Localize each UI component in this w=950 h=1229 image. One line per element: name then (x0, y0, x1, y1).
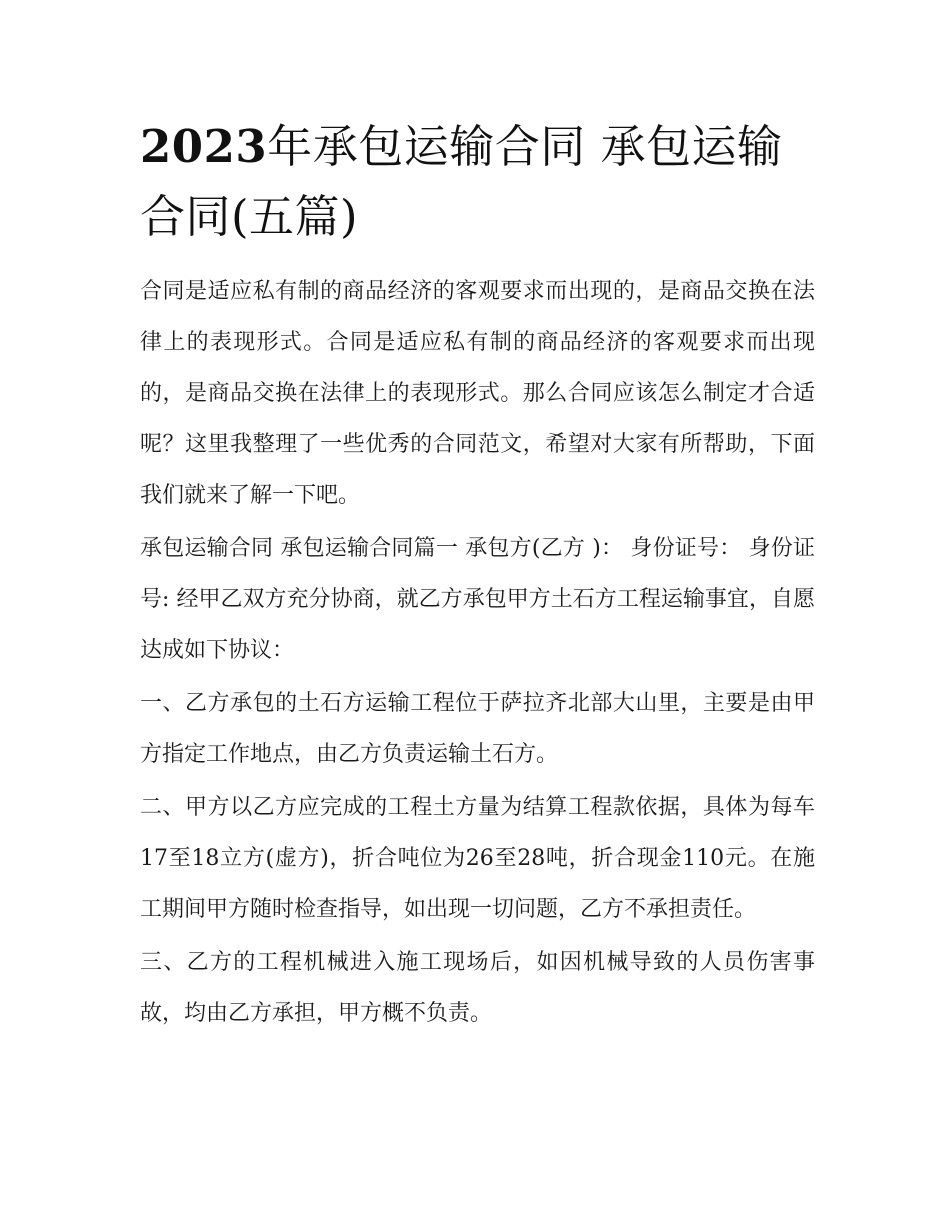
document-body (140, 112, 815, 1041)
clause-one-paragraph: 一、乙方承包的土石方运输工程位于萨拉齐北部大山里，主要是由甲方指定工作地点，由乙方负责运输土石方。 (140, 691, 815, 767)
clause-two-paragraph: 二、甲方以乙方应完成的工程土方量为结算工程款依据，具体为每车17至18立方(虚方)，折合吨位为26至28吨，折合现金110元。在施工期间甲方随时检查指导，如出现一切问题，乙方不承担责任。 (140, 795, 815, 922)
title-year: 2023 (140, 120, 268, 173)
contract-header-paragraph: 承包运输合同 承包运输合同篇一 承包方(乙方 )： 身份证号： 身份证号: 经甲乙双方充分协商，就乙方承包甲方土石方工程运输事宜，自愿达成如下协议： (140, 536, 815, 663)
clause-three-paragraph: 三、乙方的工程机械进入施工现场后，如因机械导致的人员伤害事故，均由乙方承担，甲方概不负责。 (140, 950, 815, 1026)
intro-paragraph: 合同是适应私有制的商品经济的客观要求而出现的，是商品交换在法律上的表现形式。合同是适应私有制的商品经济的客观要求而出现的，是商品交换在法律上的表现形式。那么合同应该怎么制定才合适呢？这里我整理了一些优秀的合同范文，希望对大家有所帮助，下面我们就来了解一下吧。 (140, 279, 815, 508)
title-text: 年承包运输合同 承包运输合同(五篇) (140, 120, 783, 243)
document-title (140, 112, 815, 252)
